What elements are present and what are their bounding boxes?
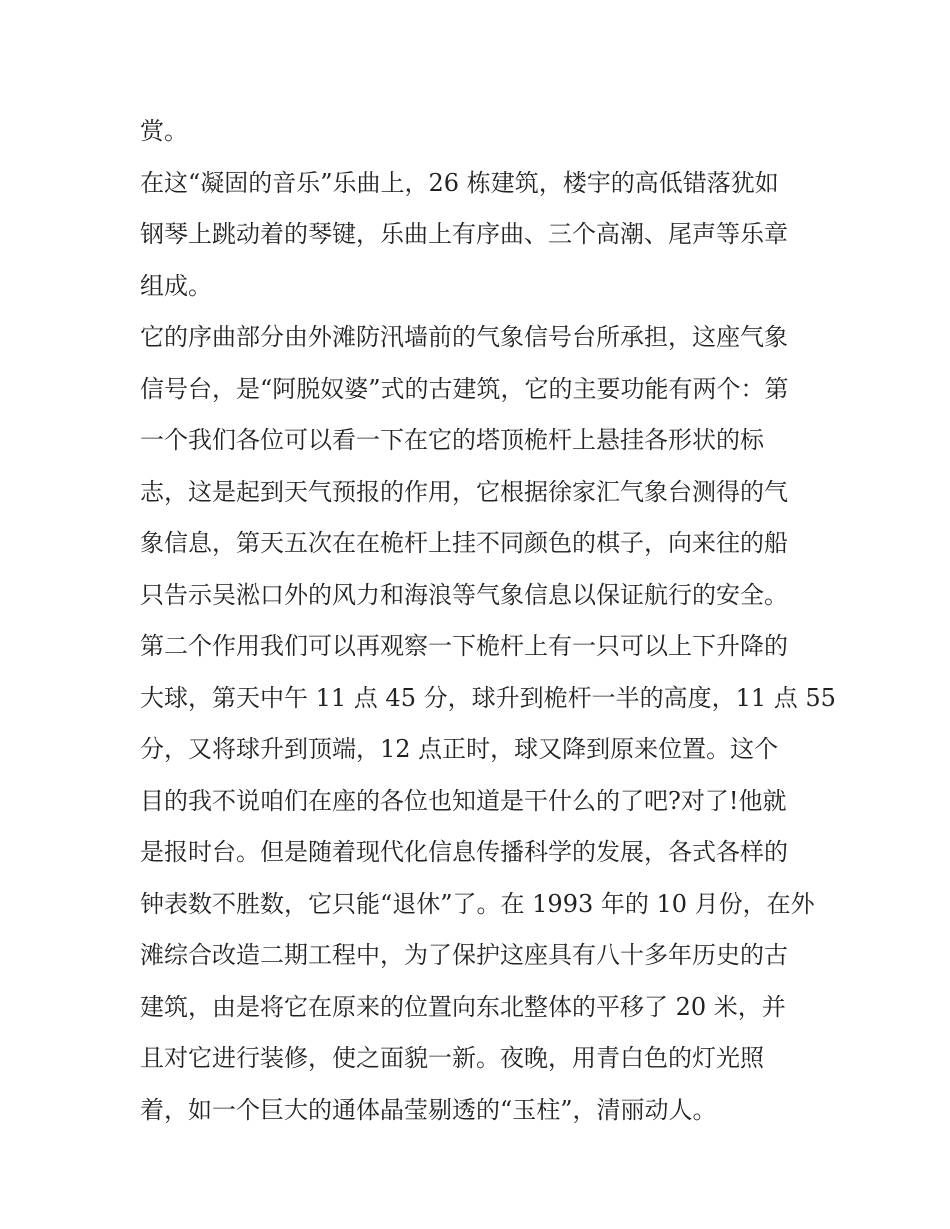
- text-line: 着，如一个巨大的通体晶莹剔透的“玉柱”，清丽动人。: [140, 1095, 717, 1124]
- text-line: 钢琴上跳动着的琴键，乐曲上有序曲、三个高潮、尾声等乐章: [140, 220, 788, 248]
- text-line: 象信息，第天五次在在桅杆上挂不同颜色的棋子，向来往的船: [140, 529, 788, 557]
- text-line: 建筑，由是将它在原来的位置向东北整体的平移了 20 米，并: [140, 992, 786, 1021]
- text-line: 只告示吴淞口外的风力和海浪等气象信息以保证航行的安全。: [140, 580, 788, 609]
- text-line: 且对它进行装修，使之面貌一新。夜晚，用青白色的灯光照: [140, 1044, 764, 1072]
- text-line: 赏。: [140, 117, 188, 145]
- text-line: 在这“凝固的音乐”乐曲上，26 栋建筑，楼宇的高低错落犹如: [140, 168, 779, 197]
- text-line: 钟表数不胜数，它只能“退休”了。在 1993 年的 10 月份，在外: [140, 889, 815, 918]
- text-line: 它的序曲部分由外滩防汛墙前的气象信号台所承担，这座气象: [140, 323, 788, 351]
- text-line: 一个我们各位可以看一下在它的塔顶桅杆上悬挂各形状的标: [140, 426, 764, 454]
- text-line: 组成。: [140, 271, 212, 300]
- text-line: 信号台，是“阿脱奴婆”式的古建筑，它的主要功能有两个：第: [140, 374, 789, 403]
- text-line: 第二个作用我们可以再观察一下桅杆上有一只可以上下升降的: [140, 632, 788, 660]
- text-line: 滩综合改造二期工程中，为了保护这座具有八十多年历史的古: [140, 941, 788, 969]
- body-text: [140, 106, 836, 1136]
- text-line: 志，这是起到天气预报的作用，它根据徐家汇气象台测得的气: [140, 477, 788, 506]
- text-line: 目的我不说咱们在座的各位也知道是干什么的了吧?对了!他就: [140, 786, 787, 815]
- text-line: 是报时台。但是随着现代化信息传播科学的发展，各式各样的: [140, 838, 788, 866]
- text-line: 大球，第天中午 11 点 45 分，球升到桅杆一半的高度，11 点 55: [140, 683, 836, 712]
- text-line: 分，又将球升到顶端，12 点正时，球又降到原来位置。这个: [140, 735, 779, 763]
